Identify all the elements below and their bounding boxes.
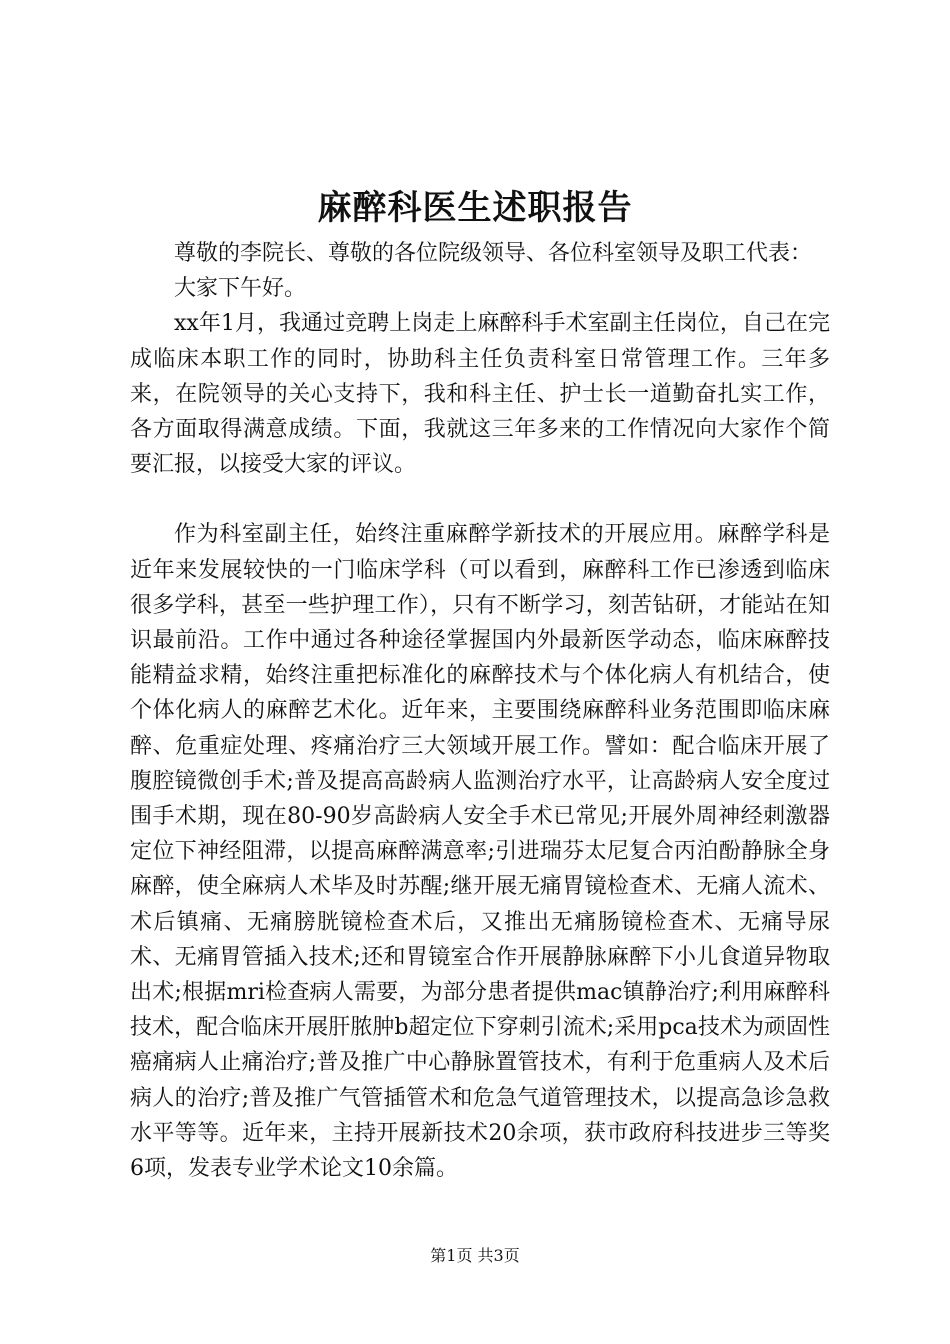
intro-paragraph: xx年1月，我通过竞聘上岗走上麻醉科手术室副主任岗位，自己在完成临床本职工作的同时，协助科主任负责科室日常管理工作。三年多来，在院领导的关心支持下，我和科主任、护士长一道勤奋扎实工作，各方面取得满意成绩。下面，我就这三年多来的工作情况向大家作个简要汇报，以接受大家的评议。 [130,311,830,478]
document-body [130,236,830,1186]
document-title: 麻醉科医生述职报告 [317,188,633,228]
page-footer: 第1页 共3页 [430,1246,520,1265]
salutation-paragraph: 尊敬的李院长、尊敬的各位院级领导、各位科室领导及职工代表： [174,241,813,266]
greeting-paragraph: 大家下午好。 [174,276,307,302]
work-summary-paragraph: 作为科室副主任，始终注重麻醉学新技术的开展应用。麻醉学科是近年来发展较快的一门临床学科（可以看到，麻醉科工作已渗透到临床很多学科，甚至一些护理工作），只有不断学习，刻苦钻研，才能站在知识最前沿。工作中通过各种途径掌握国内外最新医学动态，临床麻醉技能精益求精，始终注重把标准化的麻醉技术与个体化病人有机结合，使个体化病人的麻醉艺术化。近年来，主要围绕麻醉科业务范围即临床麻醉、危重症处理、疼痛治疗三大领域开展工作。譬如：配合临床开展了腹腔镜微创手术;普及提高高龄病人监测治疗水平，让高龄病人安全度过围手术期，现在80-90岁高龄病人安全手术已常见;开展外周神经刺激器定位下神经阻滞，以提高麻醉满意率;引进瑞芬太尼复合丙泊酚静脉全身麻醉，使全麻病人术毕及时苏醒;继开展无痛胃镜检查术、无痛人流术、术后镇痛、无痛膀胱镜检查术后，又推出无痛肠镜检查术、无痛导尿术、无痛胃管插入技术;还和胃镜室合作开展静脉麻醉下小儿食道异物取出术;根据mri检查病人需要，为部分患者提供mac镇静治疗;利用麻醉科技术，配合临床开展肝脓肿b超定位下穿刺引流术;采用pca技术为顽固性癌痛病人止痛治疗;普及推广中心静脉置管技术，有利于危重病人及术后病人的治疗;普及推广气管插管术和危急气道管理技术，以提高急诊急救水平等等。近年来，主持开展新技术20余项，获市政府科技进步三等奖6项，发表专业学术论文10余篇。 [130,522,830,1182]
